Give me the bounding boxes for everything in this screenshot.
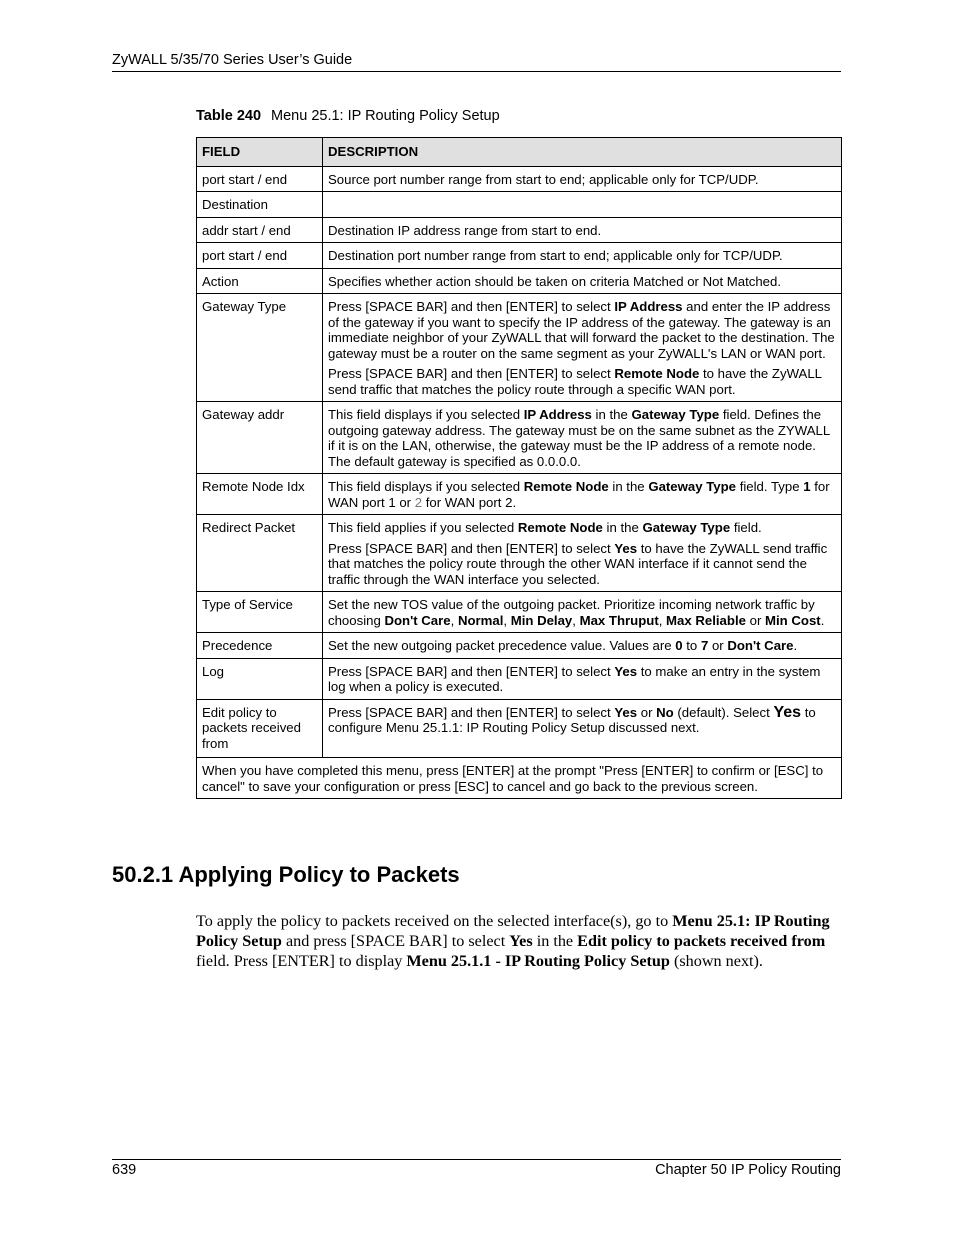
section-heading: 50.2.1 Applying Policy to Packets — [112, 862, 460, 887]
body-paragraph — [196, 911, 836, 971]
text-run: Press [SPACE BAR] and then [ENTER] to select — [328, 540, 615, 556]
chapter-title: Chapter 50 IP Policy Routing — [655, 1162, 841, 1178]
bold-term: 7 — [700, 638, 709, 653]
description-cell — [323, 515, 842, 592]
text-run: or — [745, 612, 766, 628]
text-run: Press [SPACE BAR] and then [ENTER] to select — [328, 704, 615, 720]
description-cell: Specifies whether action should be taken on criteria Matched or Not Matched. — [323, 268, 842, 294]
page-number: 639 — [112, 1162, 137, 1178]
text-run: to — [682, 638, 701, 653]
text-run: field. Type — [736, 479, 804, 494]
bold-term: Gateway Type — [642, 520, 731, 535]
field-cell: port start / end — [197, 166, 323, 192]
text-run: , — [572, 612, 580, 628]
text-run: This field displays if you selected — [328, 407, 524, 422]
text-run: to have the ZyWALL send traffic that matches the policy route through a specific WAN port. — [328, 366, 822, 397]
bold-term: Remote Node — [517, 520, 603, 535]
bold-term: Remote Node — [614, 366, 700, 381]
table-caption — [196, 108, 500, 124]
bold-term: Don't Care — [727, 638, 794, 653]
text-run: field. Defines the outgoing gateway address. The gateway must be on the same subnet as the ZYWALL if it is on the LAN, otherwise, the gateway must be the IP address of a remote node. The default gateway is specified as 0.0.0.0. — [328, 407, 830, 469]
text-run: in the — [602, 520, 643, 535]
bold-term: No — [656, 704, 674, 720]
description-cell — [323, 474, 842, 515]
text-run: Set the new TOS value of the outgoing packet. Prioritize incoming network traffic by choosing — [328, 597, 815, 628]
bold-term: Max Thruput — [579, 612, 659, 628]
description-cell — [323, 192, 842, 218]
field-cell: Gateway Type — [197, 294, 323, 402]
bold-term: IP Address — [614, 299, 683, 314]
bold-term: Yes — [614, 663, 638, 679]
description-paragraph — [328, 638, 836, 654]
field-cell: Log — [197, 658, 323, 699]
description-paragraph — [328, 299, 836, 361]
text-run: to configure Menu 25.1.1: IP Routing Policy Setup discussed next. — [328, 704, 816, 735]
field-cell: Precedence — [197, 633, 323, 659]
text-run: Press [SPACE BAR] and then [ENTER] to select — [328, 366, 615, 381]
table-row — [197, 192, 842, 218]
text-run: (default). Select — [673, 704, 774, 720]
bold-term: Yes — [509, 932, 533, 950]
description-paragraph — [328, 520, 836, 536]
text-run: in the — [608, 479, 649, 494]
description-cell: Destination port number range from start to end; applicable only for TCP/UDP. — [323, 243, 842, 269]
field-cell: Gateway addr — [197, 402, 323, 474]
bold-term: Yes — [614, 704, 638, 720]
text-run: (shown next). — [669, 952, 763, 970]
table-row — [197, 633, 842, 659]
header-rule — [112, 71, 841, 72]
table-row — [197, 515, 842, 592]
bold-term: Min Delay — [510, 612, 573, 628]
table-row — [197, 658, 842, 699]
text-run: This field displays if you selected — [328, 479, 524, 494]
text-run: or — [708, 638, 728, 653]
field-cell: Action — [197, 268, 323, 294]
bold-term: Gateway Type — [631, 407, 720, 422]
text-run: , — [450, 612, 458, 628]
field-cell: Edit policy to packets received from — [197, 699, 323, 758]
description-cell: Source port number range from start to end; applicable only for TCP/UDP. — [323, 166, 842, 192]
description-paragraph — [328, 664, 836, 695]
description-paragraph — [328, 479, 836, 510]
description-paragraph — [328, 366, 836, 397]
bold-term: Normal — [457, 612, 504, 628]
table-row — [197, 592, 842, 633]
description-cell: Destination IP address range from start to end. — [323, 217, 842, 243]
description-paragraph — [328, 705, 836, 736]
text-run: , — [503, 612, 511, 628]
text-run: 2 — [414, 494, 423, 510]
table-row — [197, 217, 842, 243]
text-run: . — [820, 612, 825, 628]
table-title: Menu 25.1: IP Routing Policy Setup — [271, 108, 500, 124]
description-column-header: DESCRIPTION — [323, 138, 842, 167]
table-row — [197, 699, 842, 758]
text-run: in the — [532, 932, 578, 950]
field-cell: Destination — [197, 192, 323, 218]
field-cell: Remote Node Idx — [197, 474, 323, 515]
field-column-header: FIELD — [197, 138, 323, 167]
table-row — [197, 294, 842, 402]
text-run: and press [SPACE BAR] to select — [281, 932, 510, 950]
running-header: ZyWALL 5/35/70 Series User’s Guide — [112, 52, 353, 68]
footer-rule — [112, 1159, 841, 1160]
bold-term: Edit policy to packets received from — [577, 932, 826, 950]
field-cell: Redirect Packet — [197, 515, 323, 592]
bold-term: IP Address — [523, 407, 592, 422]
description-paragraph — [328, 541, 836, 588]
table-number: Table 240 — [196, 108, 262, 124]
field-cell: addr start / end — [197, 217, 323, 243]
description-paragraph — [328, 407, 836, 469]
policy-table — [196, 137, 842, 799]
bold-term: 0 — [675, 638, 683, 653]
bold-term: Gateway Type — [648, 479, 737, 494]
text-run: Press [SPACE BAR] and then [ENTER] to select — [328, 299, 615, 314]
text-run: . — [793, 638, 798, 653]
bold-term: Menu 25.1.1 - IP Routing Policy Setup — [406, 952, 670, 970]
table-note-row — [197, 758, 842, 799]
text-run: Press [SPACE BAR] and then [ENTER] to select — [328, 663, 615, 679]
text-run: in the — [591, 407, 632, 422]
text-run: and enter the IP address of the gateway if you want to specify the IP address of the gateway. The gateway is an immediate neighbor of your ZyWALL that will forward the packet to the destination. The gateway must be a router on the same segment as your ZyWALL's LAN or WAN port. — [328, 299, 835, 361]
description-cell — [323, 592, 842, 633]
bold-term: Don't Care — [384, 612, 451, 628]
field-cell: Type of Service — [197, 592, 323, 633]
text-run: field. — [730, 520, 762, 535]
table-row — [197, 402, 842, 474]
description-cell — [323, 633, 842, 659]
text-run: This field applies if you selected — [328, 520, 518, 535]
bold-term: Min Cost — [765, 612, 821, 628]
text-run: field. Press [ENTER] to display — [196, 952, 407, 970]
description-cell — [323, 699, 842, 758]
text-run: to make an entry in the system log when a policy is executed. — [328, 663, 821, 694]
text-run: Set the new outgoing packet precedence value. Values are — [328, 638, 676, 653]
table-header-row — [197, 138, 842, 167]
bold-term: Menu 25.1: IP Routing Policy Setup — [196, 912, 830, 950]
bold-term: 1 — [803, 479, 811, 494]
text-run: for WAN port 1 or — [328, 479, 830, 510]
text-run: to have the ZyWALL send traffic that matches the policy route through the other WAN interface if it cannot send the traffic through the WAN interface you selected. — [328, 540, 828, 587]
bold-term: Yes — [773, 703, 802, 721]
table-note: When you have completed this menu, press [ENTER] at the prompt "Press [ENTER] to confirm or [ESC] to cancel" to save your configuration or press [ESC] to cancel and go back to the previous screen. — [197, 758, 842, 799]
text-run: for WAN port 2. — [422, 494, 517, 510]
description-cell — [323, 294, 842, 402]
bold-term: Remote Node — [523, 479, 609, 494]
table-row — [197, 474, 842, 515]
description-cell — [323, 402, 842, 474]
text-run: or — [637, 704, 657, 720]
field-cell: port start / end — [197, 243, 323, 269]
text-run: To apply the policy to packets received on the selected interface(s), go to — [196, 912, 673, 930]
bold-term: Yes — [614, 540, 638, 556]
text-run: , — [658, 612, 667, 628]
bold-term: Max Reliable — [666, 612, 746, 628]
table-row — [197, 166, 842, 192]
description-paragraph — [328, 597, 836, 628]
table-row — [197, 268, 842, 294]
table-row — [197, 243, 842, 269]
description-cell — [323, 658, 842, 699]
